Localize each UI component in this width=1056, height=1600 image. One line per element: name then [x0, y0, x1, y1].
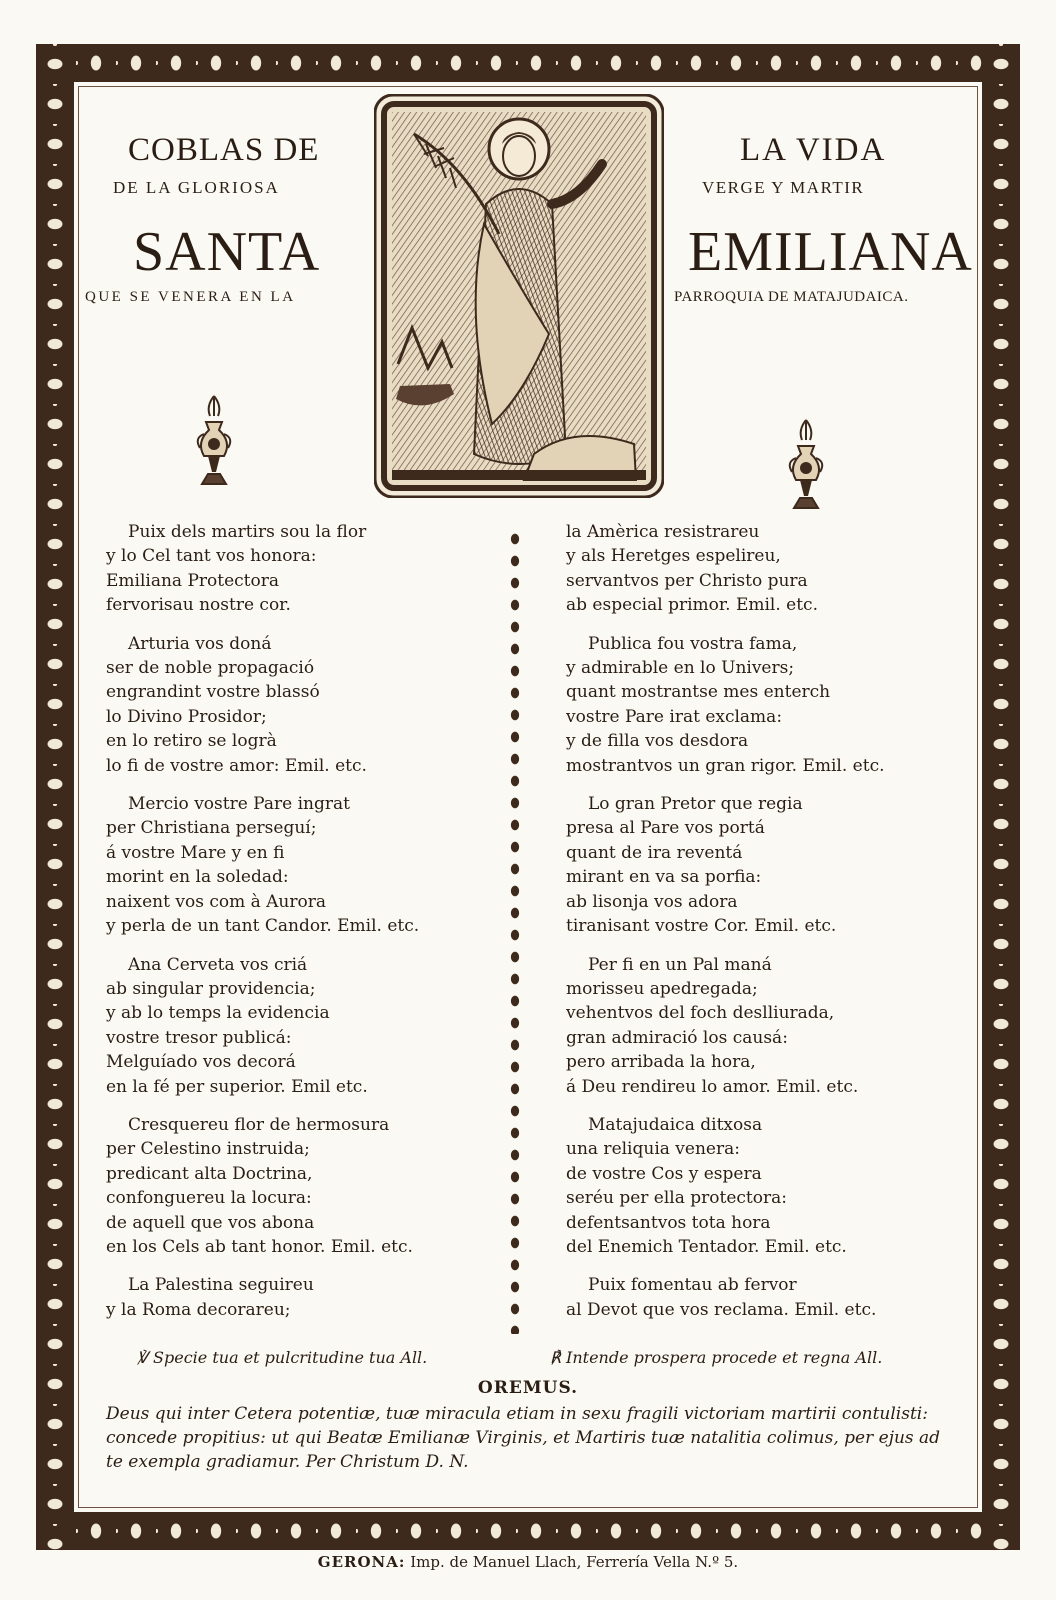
border-left — [36, 44, 74, 1550]
verse-line: Puix fomentau ab fervor — [588, 1275, 797, 1296]
title-left-line1: COBLAS DE — [128, 132, 320, 168]
verse-line: Ana Cerveta vos criá — [128, 954, 308, 975]
verse-line: de aquell que vos abona — [106, 1212, 315, 1233]
stanza — [106, 953, 486, 1099]
title-left-line2: DE LA GLORIOSA — [113, 178, 280, 197]
verse-line: quant de ira reventá — [566, 842, 743, 863]
title-left-line4: QUE SE VENERA EN LA — [85, 289, 296, 305]
verse-line: la Amèrica resistrareu — [566, 522, 760, 542]
verse-line: gran admiració los causá: — [566, 1027, 788, 1048]
stanza — [566, 1113, 946, 1259]
verse-line: per Christiana perseguí; — [106, 818, 317, 839]
stanza — [566, 520, 946, 618]
verse-line: Arturia vos doná — [128, 633, 272, 654]
verse-line: Emiliana Protectora — [106, 570, 280, 591]
verse-line: Lo gran Pretor que regia — [588, 794, 803, 815]
verse-line: en la fé per superior. Emil etc. — [106, 1076, 368, 1097]
verse-line: mostrantvos un gran rigor. Emil. etc. — [566, 755, 885, 776]
column-divider-ornament — [506, 528, 524, 1334]
verse-line: Puix dels martirs sou la flor — [128, 522, 367, 542]
verse-line: y lo Cel tant vos honora: — [106, 546, 317, 567]
verse-line: Melguíado vos decorá — [106, 1052, 296, 1073]
verse-line: La Palestina seguireu — [128, 1275, 314, 1296]
verse-line: tiranisant vostre Cor. Emil. etc. — [566, 916, 837, 937]
verse-line: servantvos per Christo pura — [566, 570, 808, 591]
stanza — [566, 632, 946, 778]
verse-line: per Celestino instruida; — [106, 1139, 310, 1160]
verse-line: defentsantvos tota hora — [566, 1212, 771, 1233]
stanza — [566, 953, 946, 1099]
stanza — [566, 792, 946, 938]
printer-imprint — [0, 1553, 1056, 1571]
verse-line: en los Cels ab tant honor. Emil. etc. — [106, 1236, 413, 1257]
border-right — [982, 44, 1020, 1550]
verse-line: y als Heretges espelireu, — [566, 546, 781, 567]
verse-line: Per fi en un Pal maná — [588, 954, 772, 975]
imprint-city: GERONA: — [317, 1553, 406, 1571]
stanza — [566, 1273, 946, 1322]
verse-line: quant mostrantse mes enterch — [566, 682, 831, 703]
verse-line: á vostre Mare y en fi — [106, 842, 285, 863]
imprint-text: Imp. de Manuel Llach, Ferrería Vella N.º 5. — [410, 1553, 739, 1571]
verse-line: vostre tresor publicá: — [106, 1027, 292, 1048]
verse-line: lo fi de vostre amor: Emil. etc. — [106, 755, 367, 776]
vase-ornament-left — [192, 394, 236, 494]
title-right-line1: LA VIDA — [740, 132, 887, 168]
stanza — [106, 1113, 486, 1259]
title-right-line2: VERGE Y MARTIR — [702, 178, 865, 197]
oremus-heading: OREMUS. — [477, 1378, 579, 1398]
verse-line: y de filla vos desdora — [566, 731, 749, 752]
verse-line: vehentvos del foch deslliurada, — [566, 1003, 835, 1024]
verses-right-column — [566, 520, 946, 1336]
prayer-line: concede propitius: ut qui Beatæ Emilianæ Virginis, et Martiris tuæ natalitia colimus, per ejus ad — [106, 1428, 941, 1448]
verse-line: al Devot que vos reclama. Emil. etc. — [566, 1299, 877, 1320]
versicle: ℣ Specie tua et pulcritudine tua All. — [137, 1348, 428, 1367]
verse-line: en lo retiro se logrà — [106, 731, 277, 752]
border-top — [36, 44, 1020, 82]
verses-left-column — [106, 520, 486, 1336]
verse-line: morisseu apedregada; — [566, 978, 758, 999]
stanza — [106, 1273, 486, 1322]
verse-line: Matajudaica ditxosa — [588, 1114, 763, 1135]
verse-line: engrandint vostre blassó — [106, 682, 320, 703]
verse-line: Publica fou vostra fama, — [588, 633, 798, 654]
verse-line: del Enemich Tentador. Emil. etc. — [566, 1236, 847, 1257]
verse-line: á Deu rendireu lo amor. Emil. etc. — [566, 1076, 859, 1097]
verse-line: naixent vos com à Aurora — [106, 891, 326, 912]
title-right-line4: PARROQUIA DE MATAJUDAICA. — [674, 289, 909, 305]
verse-line: confonguereu la locura: — [106, 1188, 312, 1209]
verse-line: lo Divino Prosidor; — [106, 706, 267, 727]
verse-line: fervorisau nostre cor. — [106, 595, 291, 616]
verse-line: pero arribada la hora, — [566, 1052, 756, 1073]
verse-line: ser de noble propagació — [106, 658, 315, 679]
stanza — [106, 632, 486, 778]
verse-line: ab singular providencia; — [106, 978, 316, 999]
vase-ornament-right — [784, 418, 828, 518]
verse-line: predicant alta Doctrina, — [106, 1163, 313, 1184]
verse-line: ab lisonja vos adora — [566, 891, 738, 912]
verse-line: Cresquereu flor de hermosura — [128, 1114, 390, 1135]
verse-line: seréu per ella protectora: — [566, 1188, 787, 1209]
verse-line: ab especial primor. Emil. etc. — [566, 595, 818, 616]
prayer-line: te exempla gradiamur. Per Christum D. N. — [106, 1452, 469, 1472]
verse-line: morint en la soledad: — [106, 867, 289, 888]
verse-line: una reliquia venera: — [566, 1139, 740, 1160]
stanza — [106, 520, 486, 618]
prayer-text — [106, 1402, 956, 1474]
stanza — [106, 792, 486, 938]
saint-emiliana-woodcut — [374, 94, 664, 498]
response: ℟ Intende prospera procede et regna All. — [550, 1348, 883, 1367]
title-right-line3: EMILIANA — [688, 221, 973, 283]
border-bottom — [36, 1512, 1020, 1550]
title-left-line3: SANTA — [133, 221, 321, 283]
verse-line: mirant en va sa porfia: — [566, 867, 762, 888]
verse-line: Mercio vostre Pare ingrat — [128, 794, 350, 815]
verse-line: vostre Pare irat exclama: — [566, 706, 783, 727]
prayer-line: Deus qui inter Cetera potentiæ, tuæ miracula etiam in sexu fragili victoriam martirii contulisti: — [106, 1404, 928, 1424]
verse-line: y la Roma decorareu; — [106, 1299, 291, 1320]
verse-line: presa al Pare vos portá — [566, 818, 765, 839]
verse-line: y admirable en lo Univers; — [566, 658, 795, 679]
verse-line: y ab lo temps la evidencia — [106, 1003, 330, 1024]
verse-line: de vostre Cos y espera — [566, 1163, 762, 1184]
verse-line: y perla de un tant Candor. Emil. etc. — [106, 916, 420, 937]
